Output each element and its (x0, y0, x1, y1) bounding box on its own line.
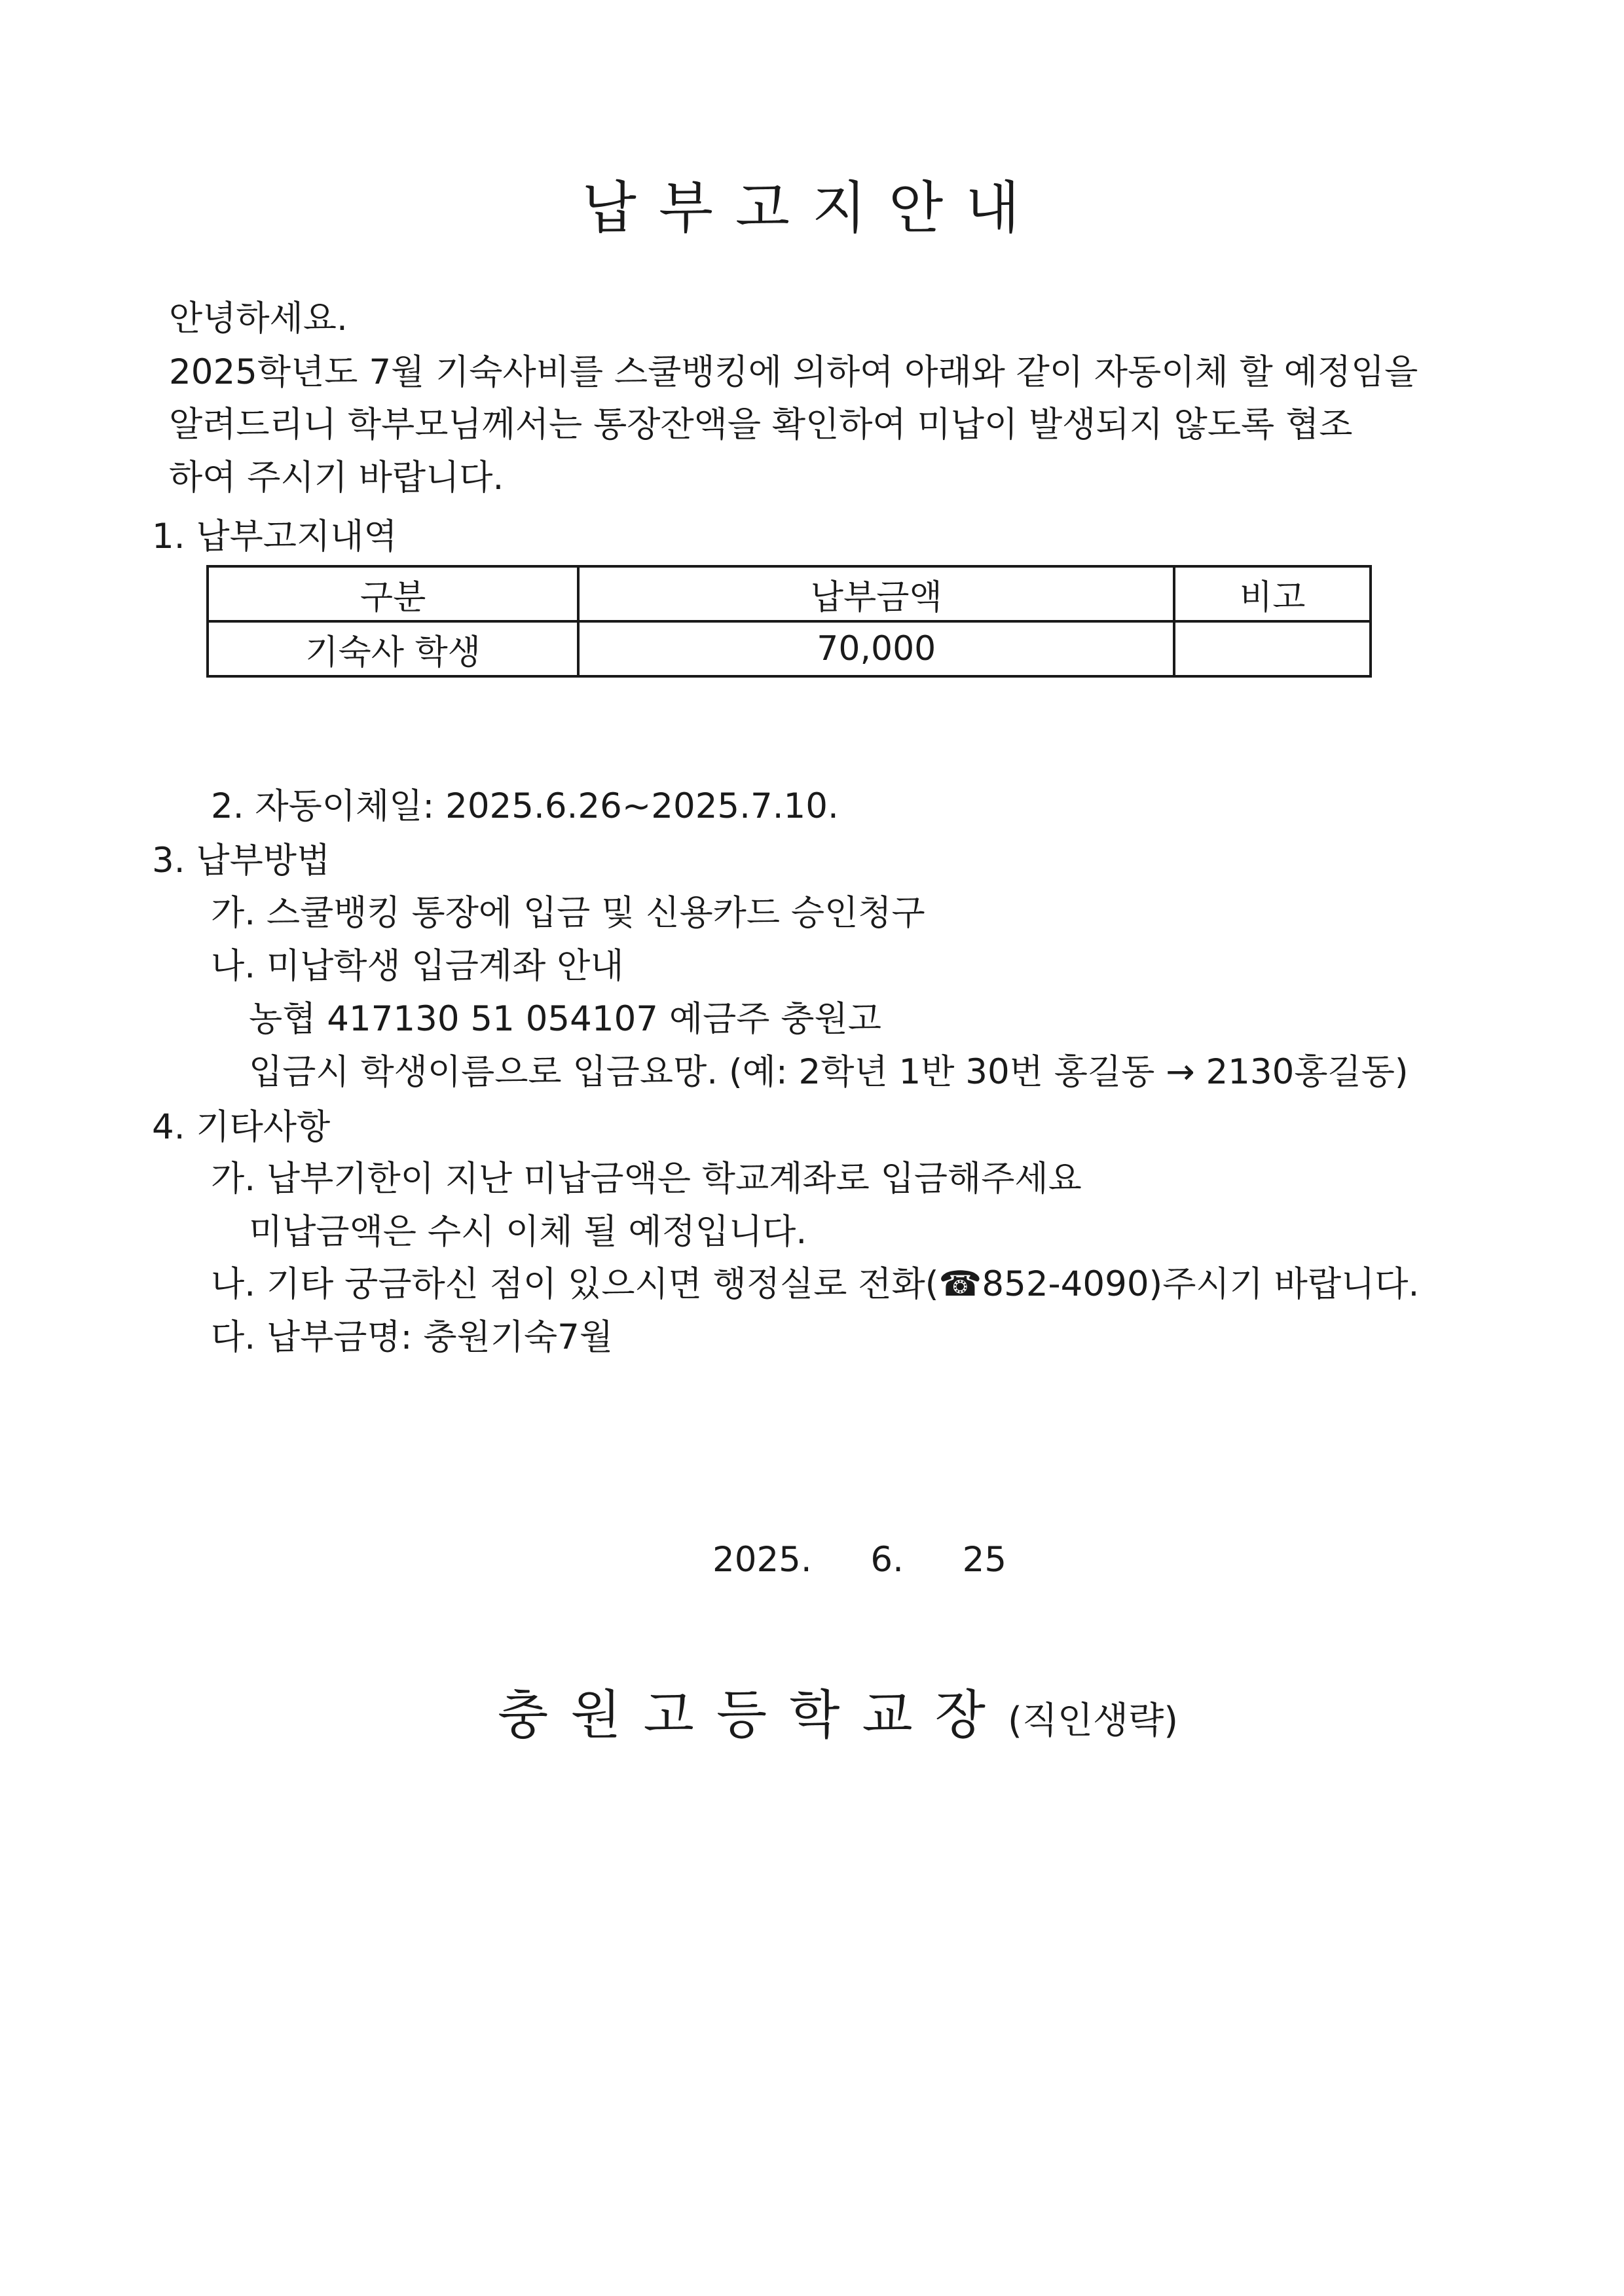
intro-line-2: 알려드리니 학부모님께서는 통장잔액을 확인하여 미납이 발생되지 않도록 협조 (169, 405, 1353, 445)
payment-table (206, 565, 1372, 678)
issuer-name: 충원고등학교장 (498, 1685, 1008, 1745)
bank-account-info: 농협 417130 51 054107 예금주 충원고 (249, 999, 881, 1039)
intro-line-1: 2025학년도 7월 기숙사비를 스쿨뱅킹에 의하여 아래와 같이 자동이체 할 예정임을 (169, 352, 1418, 392)
document-title: 납부고지안내 (581, 175, 1043, 241)
section-4-item-c: 다. 납부금명: 충원기숙7월 (211, 1317, 614, 1357)
table-header-remark: 비고 (1174, 566, 1371, 621)
intro-line-3: 하여 주시기 바랍니다. (169, 458, 504, 498)
section-4-item-a-continued: 미납금액은 수시 이체 될 예정입니다. (249, 1212, 807, 1252)
table-cell-amount: 70,000 (578, 621, 1174, 676)
section-4-item-a: 가. 납부기한이 지난 미납금액은 학교계좌로 입금해주세요 (211, 1159, 1082, 1199)
issue-date: 2025. 6. 25 (712, 1540, 1007, 1580)
table-cell-remark (1174, 621, 1371, 676)
section-1-heading: 1. 납부고지내역 (152, 517, 397, 556)
deposit-name-note: 입금시 학생이름으로 입금요망. (예: 2학년 1반 30번 홍길동 → 2130홍길동) (249, 1052, 1409, 1092)
table-header-amount: 납부금액 (578, 566, 1174, 621)
table-cell-category: 기숙사 학생 (208, 621, 578, 676)
issuer-signature (498, 1673, 1178, 1748)
table-row (208, 621, 1371, 676)
table-header-category: 구분 (208, 566, 578, 621)
section-3-item-a: 가. 스쿨뱅킹 통장에 입금 및 신용카드 승인청구 (211, 893, 925, 933)
section-2-heading: 2. 자동이체일: 2025.6.26~2025.7.10. (211, 786, 839, 826)
table-header-row (208, 566, 1371, 621)
section-3-item-b: 나. 미납학생 입금계좌 안내 (211, 946, 624, 986)
section-3-heading: 3. 납부방법 (152, 841, 331, 881)
section-4-heading: 4. 기타사항 (152, 1107, 331, 1147)
section-4-item-b: 나. 기타 궁금하신 점이 있으시면 행정실로 전화(☎852-4090)주시기 바랍니다. (211, 1264, 1420, 1304)
greeting: 안녕하세요. (169, 299, 348, 338)
seal-omitted-note: (직인생략) (1007, 1700, 1179, 1742)
